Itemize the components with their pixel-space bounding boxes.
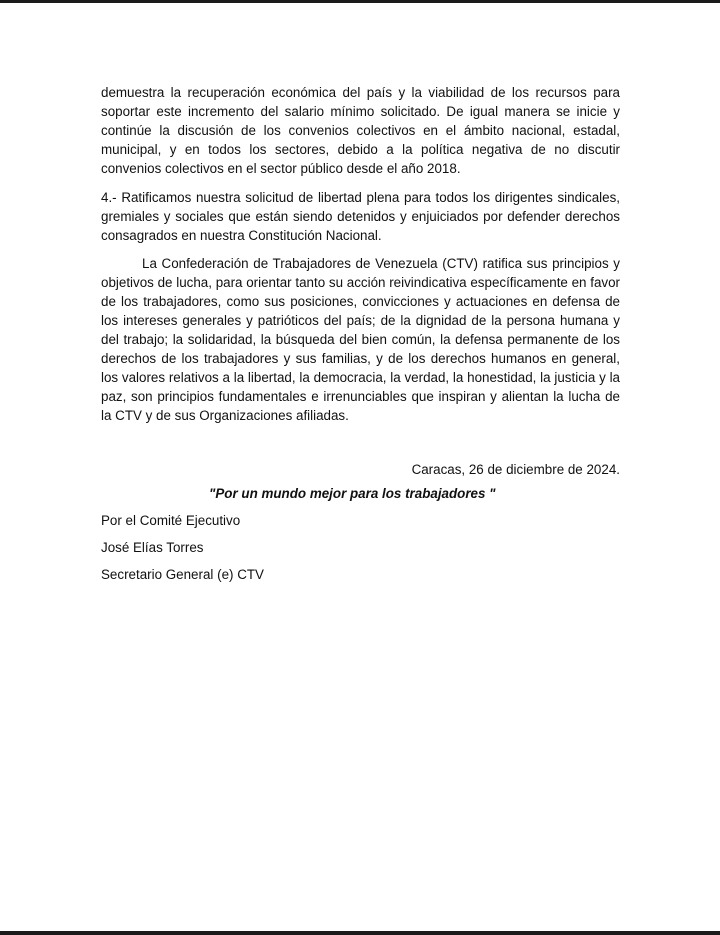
date-line: Caracas, 26 de diciembre de 2024. <box>411 462 620 477</box>
signature-name: José Elías Torres <box>101 540 204 555</box>
paragraph-salary-demand: demuestra la recuperación económica del país y la viabilidad de los recursos para soportar este incremento del salario mínimo solicitado. De igual manera se inicie y continúe la discusión de los convenios colectivos en el ámbito nacional, estadal, municipal, y en todos los sectores, debido a la política negativa de no discutir convenios colectivos en el sector público desde el año 2018. <box>101 85 620 176</box>
signature-committee: Por el Comité Ejecutivo <box>101 513 241 528</box>
paragraph-ctv-principles: La Confederación de Trabajadores de Venezuela (CTV) ratifica sus principios y objetivos de lucha, para orientar tanto su acción reivindicativa específicamente en favor de los trabajadores, como sus posiciones, convicciones y actuaciones en defensa de los intereses generales y patrióticos del país; de la dignidad de la persona humana y del trabajo; la solidaridad, la búsqueda del bien común, la defensa permanente de los derechos de los trabajadores y sus familias, y de los derechos humanos en general, los valores relativos a la libertad, la democracia, la verdad, la honestidad, la justicia y la paz, son principios fundamentales e irrenunciables que inspiran y alientan la lucha de la CTV y de sus Organizaciones afiliadas. <box>101 256 620 423</box>
top-border-line <box>0 0 720 3</box>
paragraph-freedom-demand: 4.- Ratificamos nuestra solicitud de libertad plena para todos los dirigentes sindicales, gremiales y sociales que están siendo detenidos y enjuiciados por defender derechos consagrados en nuestra Constitución Nacional. <box>101 190 620 243</box>
bottom-border-line <box>0 931 720 935</box>
signature-title: Secretario General (e) CTV <box>101 567 264 582</box>
motto: "Por un mundo mejor para los trabajadores " <box>209 486 496 501</box>
document-page <box>101 83 620 584</box>
